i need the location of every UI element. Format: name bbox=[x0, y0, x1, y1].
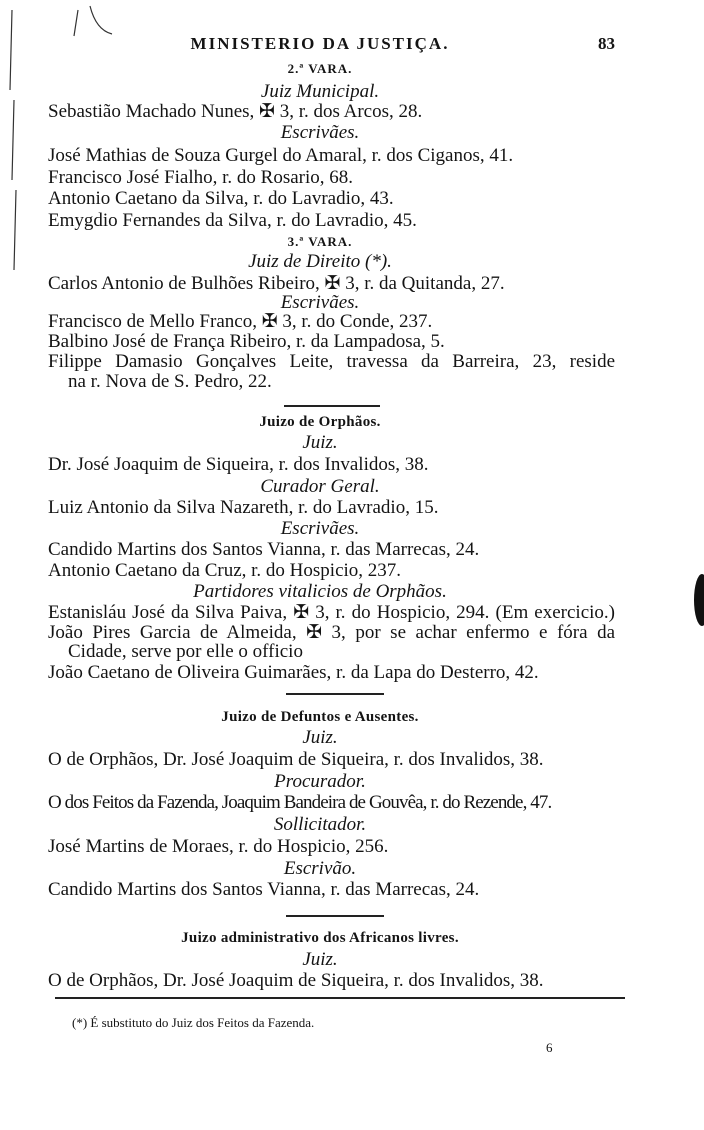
entry: José Mathias de Souza Gurgel do Amaral, r. dos Ciganos, 41. bbox=[48, 145, 514, 166]
section-heading-africanos: Juizo administrativo dos Africanos livres. bbox=[181, 930, 459, 946]
role-label: Juiz. bbox=[302, 949, 338, 970]
section-heading-orphaos: Juizo de Orphãos. bbox=[259, 414, 381, 430]
section-heading-vara-3: 3.ª VARA. bbox=[287, 234, 353, 249]
role-label: Juiz. bbox=[302, 727, 338, 748]
role-label: Juiz Municipal. bbox=[260, 81, 380, 102]
entry: Estanisláu José da Silva Paiva, ✠ 3, r. do Hospicio, 294. (Em exercicio.) bbox=[48, 602, 615, 623]
signature-mark: 6 bbox=[546, 1040, 553, 1055]
role-label: Escrivães. bbox=[280, 292, 360, 313]
footnote: (*) É substituto do Juiz dos Feitos da Fazenda. bbox=[72, 1015, 315, 1030]
page-title: MINISTERIO DA JUSTIÇA. bbox=[190, 34, 450, 53]
binding-hole-mark bbox=[686, 570, 704, 630]
entry: Candido Martins dos Santos Vianna, r. das Marrecas, 24. bbox=[48, 539, 480, 560]
role-label: Escrivães. bbox=[280, 518, 360, 539]
role-label: Juiz de Direito (*). bbox=[248, 251, 392, 272]
entry: João Pires Garcia de Almeida, ✠ 3, por se achar enfermo e fóra da bbox=[48, 622, 615, 643]
section-divider bbox=[286, 915, 384, 917]
entry: Dr. José Joaquim de Siqueira, r. dos Invalidos, 38. bbox=[48, 454, 429, 475]
entry: Luiz Antonio da Silva Nazareth, r. do Lavradio, 15. bbox=[48, 497, 439, 518]
entry-continuation: na r. Nova de S. Pedro, 22. bbox=[68, 371, 272, 392]
page-number: 83 bbox=[598, 34, 615, 53]
footnote-rule bbox=[55, 997, 625, 999]
role-label: Escrivães. bbox=[280, 122, 360, 143]
entry: O de Orphãos, Dr. José Joaquim de Siqueira, r. dos Invalidos, 38. bbox=[48, 749, 544, 770]
entry: Emygdio Fernandes da Silva, r. do Lavradio, 45. bbox=[48, 210, 417, 231]
entry: O de Orphãos, Dr. José Joaquim de Siqueira, r. dos Invalidos, 38. bbox=[48, 970, 544, 991]
entry: Candido Martins dos Santos Vianna, r. das Marrecas, 24. bbox=[48, 879, 480, 900]
role-label: Sollicitador. bbox=[273, 814, 367, 835]
entry: O dos Feitos da Fazenda, Joaquim Bandeira de Gouvêa, r. do Rezende, 47. bbox=[48, 792, 552, 813]
entry: Filippe Damasio Gonçalves Leite, travessa da Barreira, 23, reside bbox=[48, 351, 615, 372]
entry: Antonio Caetano da Silva, r. do Lavradio, 43. bbox=[48, 188, 394, 209]
entry: Sebastião Machado Nunes, ✠ 3, r. dos Arcos, 28. bbox=[48, 101, 423, 122]
entry-continuation: Cidade, serve por elle o officio bbox=[68, 641, 303, 662]
section-heading-vara-2: 2.ª VARA. bbox=[287, 61, 353, 76]
entry: João Caetano de Oliveira Guimarães, r. da Lapa do Desterro, 42. bbox=[48, 662, 539, 683]
role-label: Escrivão. bbox=[283, 858, 357, 879]
entry: José Martins de Moraes, r. do Hospicio, 256. bbox=[48, 836, 389, 857]
role-label: Partidores vitalicios de Orphãos. bbox=[193, 581, 447, 602]
entry: Francisco José Fialho, r. do Rosario, 68. bbox=[48, 167, 354, 188]
role-label: Curador Geral. bbox=[260, 476, 380, 497]
role-label: Juiz. bbox=[302, 432, 338, 453]
section-divider bbox=[284, 405, 380, 407]
role-label: Procurador. bbox=[274, 771, 366, 792]
entry: Balbino José de França Ribeiro, r. da Lampadosa, 5. bbox=[48, 331, 445, 352]
section-heading-defuntos: Juizo de Defuntos e Ausentes. bbox=[221, 709, 419, 725]
entry: Carlos Antonio de Bulhões Ribeiro, ✠ 3, r. da Quitanda, 27. bbox=[48, 273, 505, 294]
entry: Antonio Caetano da Cruz, r. do Hospicio, 237. bbox=[48, 560, 402, 581]
section-divider bbox=[286, 693, 384, 695]
entry: Francisco de Mello Franco, ✠ 3, r. do Conde, 237. bbox=[48, 311, 433, 332]
